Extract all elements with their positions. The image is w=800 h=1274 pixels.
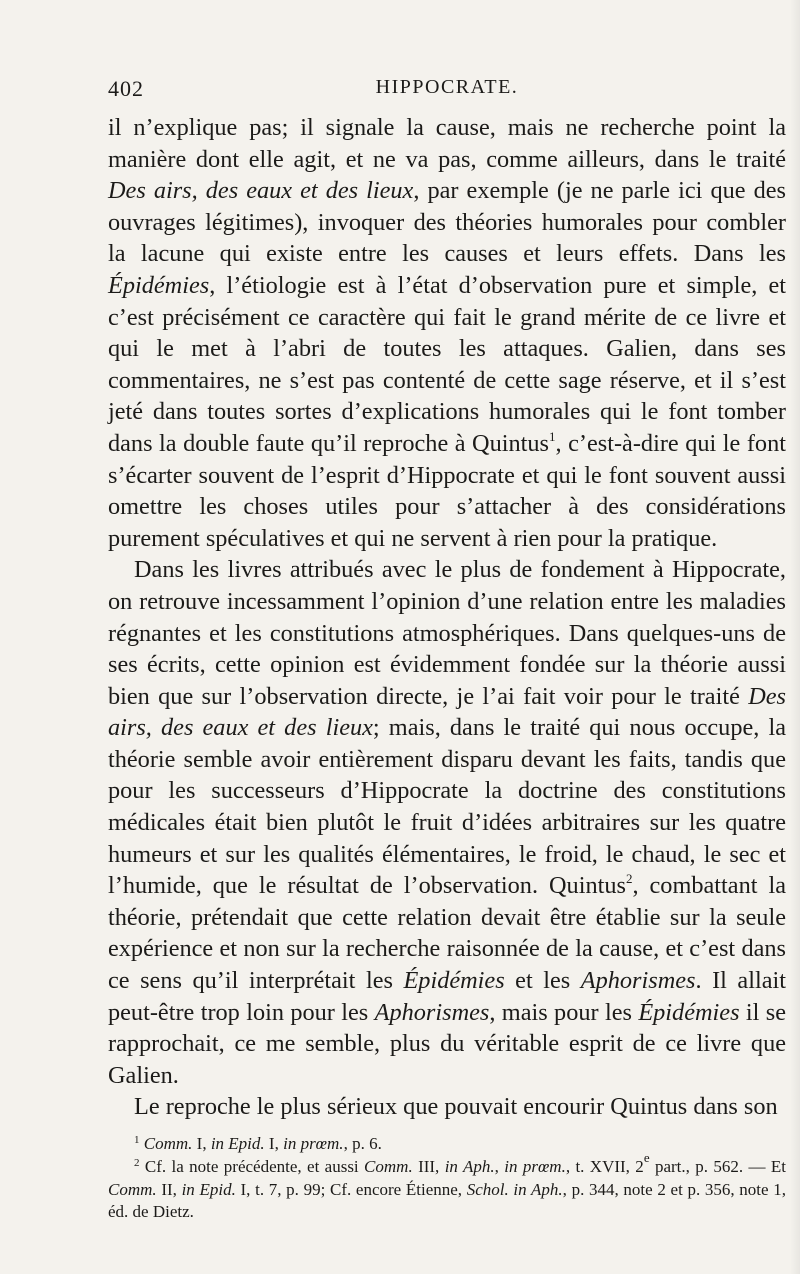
text-run: II, xyxy=(156,1179,182,1199)
text-run: , p. 344, note 2 et p. 356, note 1, éd. de Dietz. xyxy=(108,1179,786,1222)
text-run: Le reproche le plus sérieux que pouvait encourir Quintus dans son xyxy=(134,1093,778,1121)
body-text xyxy=(108,112,786,1123)
footnote xyxy=(108,1133,786,1156)
text-run: il n’explique pas; il signale la cause, mais ne recherche point la manière dont elle agit, et ne va pas, comme ailleurs, dans le traité xyxy=(108,114,786,173)
italic-text: Épidémies xyxy=(108,271,210,299)
italic-text: Comm. xyxy=(143,1134,193,1153)
italic-text: in Epid. xyxy=(210,1134,265,1153)
footnote-ref: 2 xyxy=(625,871,633,887)
text-run: Cf. la note précédente, et aussi xyxy=(144,1156,365,1176)
italic-text: in prœm. xyxy=(504,1156,566,1176)
text-run: , p. 6. xyxy=(343,1134,382,1153)
text-run: III, xyxy=(412,1156,445,1176)
footnote-ref: 1 xyxy=(549,428,556,444)
footnotes xyxy=(108,1133,786,1224)
page-edge-shadow xyxy=(790,0,800,1274)
text-run: , l’étiologie est à l’état d’observation pure et simple, et c’est précisément ce caractère qui fait le grand mérite de ce livre et qui le met à l’abri de toutes les attaques. Galien, dans ses commentaires, ne s’est pas contenté de cette sage réserve, et il s’est jeté dans toutes sortes d’explications humorales qui le font tomber dans la double faute qu’il reproche à Quintus xyxy=(108,271,786,457)
paragraph xyxy=(108,112,786,554)
page-number: 402 xyxy=(108,76,144,101)
text-run: , mais pour les xyxy=(489,998,639,1026)
text-run: , t. XVII, 2 xyxy=(565,1156,644,1176)
text-run: Dans les livres attribués avec le plus de fondement à Hippocrate, on retrouve incessamment l’opinion d’une relation entre les maladies régnantes et les constitutions atmosphériques. Dans quelques-uns de ses écrits, cette opinion est évidemment fondée sur la théorie aussi bien que sur l’observation directe, je l’ai fait voir pour le traité xyxy=(108,556,786,710)
text-run: il se rapprochait, ce me semble, plus du véritable esprit de ce livre que Galien. xyxy=(108,998,786,1089)
italic-text: Des airs, des eaux et des lieux xyxy=(108,177,414,205)
running-title: HIPPOCRATE. xyxy=(375,76,519,98)
footnote-number: 2 xyxy=(134,1156,140,1169)
italic-text: in Epid. xyxy=(181,1179,236,1199)
italic-text: in prœm. xyxy=(283,1134,344,1153)
page-header xyxy=(108,76,786,106)
text-run: , c’est-à-dire qui le font s’écarter souvent de l’esprit d’Hippocrate et qui le font souvent aussi omettre les choses utiles pour s’attacher à des considérations purement spéculatives et qui ne servent à rien pour la pratique. xyxy=(108,429,786,552)
text-run: , combattant la théorie, prétendait que cette relation devait être établie sur la seule expérience et non sur la recherche raisonnée de la cause, et c’est dans ce sens qu’il interprétait les xyxy=(108,872,786,995)
italic-text: Aphorismes xyxy=(374,998,490,1026)
italic-text: Schol. in Aph. xyxy=(466,1179,563,1199)
italic-text: Épidémies xyxy=(403,967,505,995)
text-run: part., p. 562. — Et xyxy=(649,1156,786,1176)
footnote-ref: e xyxy=(643,1149,650,1165)
text-run: I, xyxy=(264,1134,284,1153)
text-run: , xyxy=(494,1156,505,1176)
text-run: , par exemple (je ne parle ici que des ouvrages légitimes), invoquer des théories humorales pour combler la lacune qui existe entre les causes et leurs effets. Dans les xyxy=(108,177,786,268)
paragraph xyxy=(108,554,786,1091)
italic-text: Épidémies xyxy=(638,998,740,1026)
italic-text: Des airs, des eaux et des lieux xyxy=(108,682,786,742)
paragraph xyxy=(108,1091,786,1123)
italic-text: Aphorismes xyxy=(580,967,696,995)
text-run: . Il allait peut-être trop loin pour les xyxy=(108,967,786,1026)
footnote-number: 1 xyxy=(134,1134,140,1146)
text-run: ; mais, dans le traité qui nous occupe, la théorie semble avoir entièrement disparu devant les faits, tandis que pour les successeurs d’Hippocrate la doctrine des constitutions médicales était bien plutôt le fruit d’idées arbitraires sur les quatre humeurs et sur les qualités élémentaires, le froid, le chaud, le sec et l’humide, que le résultat de l’observation. Quintus xyxy=(108,714,786,900)
italic-text: in Aph. xyxy=(444,1156,495,1176)
italic-text: Comm. xyxy=(364,1156,413,1176)
text-run: et les xyxy=(504,967,581,995)
footnote xyxy=(108,1149,786,1224)
text-run: I, xyxy=(192,1134,211,1153)
italic-text: Comm. xyxy=(108,1179,157,1199)
text-run: I, t. 7, p. 99; Cf. encore Étienne, xyxy=(235,1179,467,1199)
